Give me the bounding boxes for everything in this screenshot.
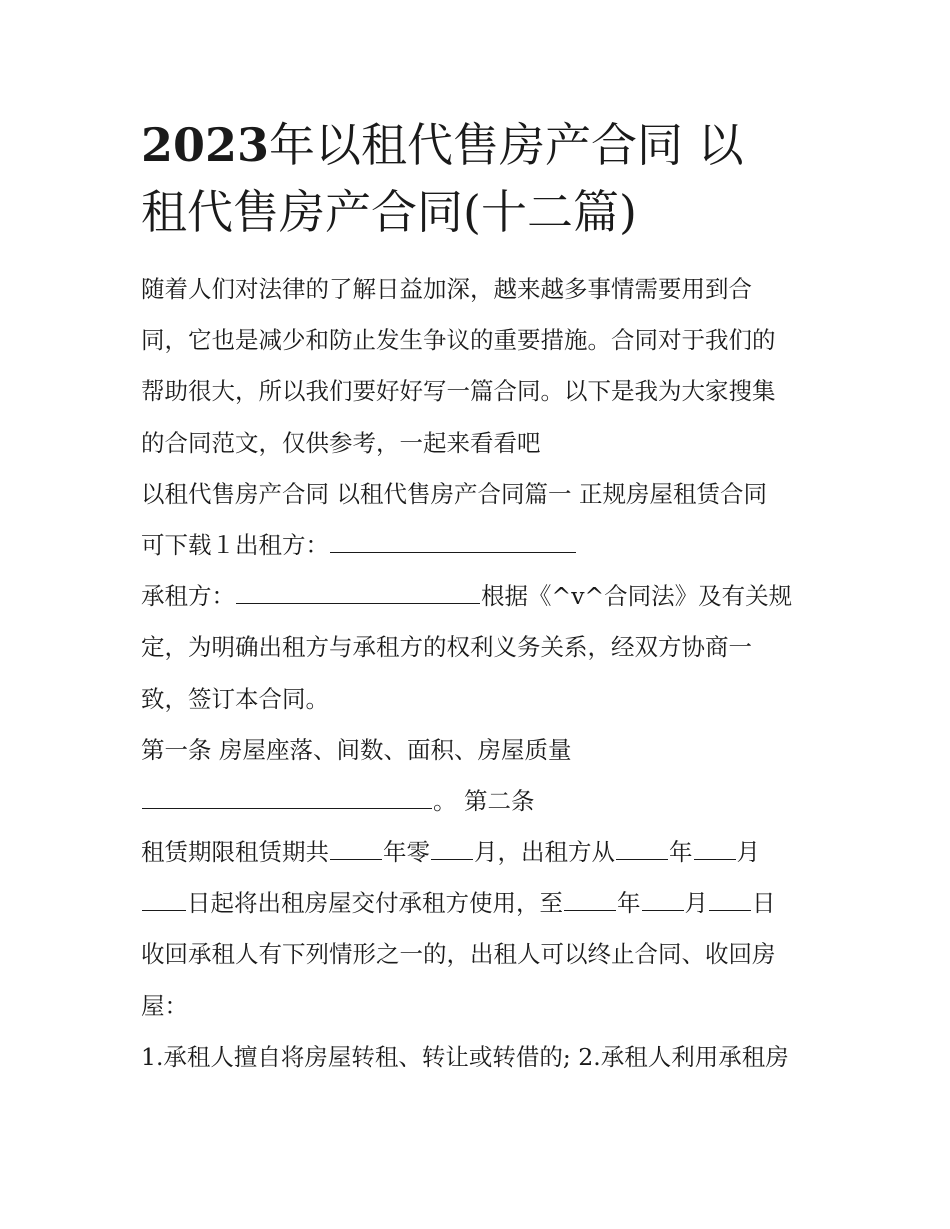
end-day-blank (709, 886, 751, 911)
months-blank (431, 835, 473, 860)
years-blank (330, 835, 382, 860)
term-text: 日起将出租房屋交付承租方使用，至 (187, 889, 563, 918)
article-2-text: 。 第二条 (433, 786, 535, 815)
document-page (141, 112, 821, 1083)
document-title (141, 112, 821, 246)
term-text: 年 (669, 838, 693, 867)
termination-line: 收回承租人有下列情形之一的，出租人可以终止合同、收回房 (141, 940, 776, 969)
clause-line: 1.承租人擅自将房屋转租、转让或转借的; 2.承租人利用承租房 (141, 1042, 789, 1071)
purpose-line: 定，为明确出租方与承租方的权利义务关系，经双方协商一 (141, 633, 752, 662)
lessor-label: 可下载１出租方： (141, 530, 329, 559)
intro-line: 帮助很大，所以我们要好好写一篇合同。以下是我为大家搜集 (141, 377, 776, 406)
lessor-line (141, 520, 821, 571)
term-text: 月 (684, 889, 708, 918)
lessee-line (141, 571, 821, 622)
termination-line: 屋： (141, 991, 188, 1020)
intro-line: 随着人们对法律的了解日益加深，越来越多事情需要用到合 (141, 275, 752, 303)
property-blank (142, 784, 432, 809)
term-text: 月 (736, 838, 760, 867)
article-1-line: 第一条 房屋座落、间数、面积、房屋质量 (141, 735, 572, 764)
term-text: 年零 (383, 838, 430, 867)
contract-heading-line: 以租代售房产合同 以租代售房产合同篇一 正规房屋租赁合同 (141, 479, 767, 508)
title-year: 2023 (141, 118, 270, 172)
end-year-blank (564, 886, 616, 911)
end-month-blank (642, 886, 684, 911)
document-body (141, 264, 821, 1083)
purpose-line: 致，签订本合同。 (141, 684, 329, 713)
title-line-1-text: 年以租代售房产合同 以 (269, 118, 744, 172)
term-text: 租赁期限租赁期共 (141, 838, 329, 867)
term-line-1 (141, 827, 821, 878)
term-text: 年 (617, 889, 641, 918)
term-text: 日 (752, 889, 776, 918)
title-line-1 (141, 112, 821, 179)
lessee-label: 承租方： (141, 582, 235, 611)
intro-line: 同，它也是减少和防止发生争议的重要措施。合同对于我们的 (141, 326, 776, 355)
lessor-blank (330, 528, 576, 553)
start-month-blank (694, 835, 736, 860)
start-day-blank (142, 886, 186, 911)
start-year-blank (616, 835, 668, 860)
term-line-2 (141, 878, 821, 929)
intro-line: 的合同范文，仅供参考，一起来看看吧 (141, 428, 541, 457)
article-2-line (141, 776, 821, 827)
title-line-2: 租代售房产合同(十二篇) (141, 185, 637, 239)
lessee-suffix: 根据《^v^合同法》及有关规 (481, 582, 793, 611)
lessee-blank (236, 579, 480, 604)
term-text: 月，出租方从 (474, 838, 615, 867)
